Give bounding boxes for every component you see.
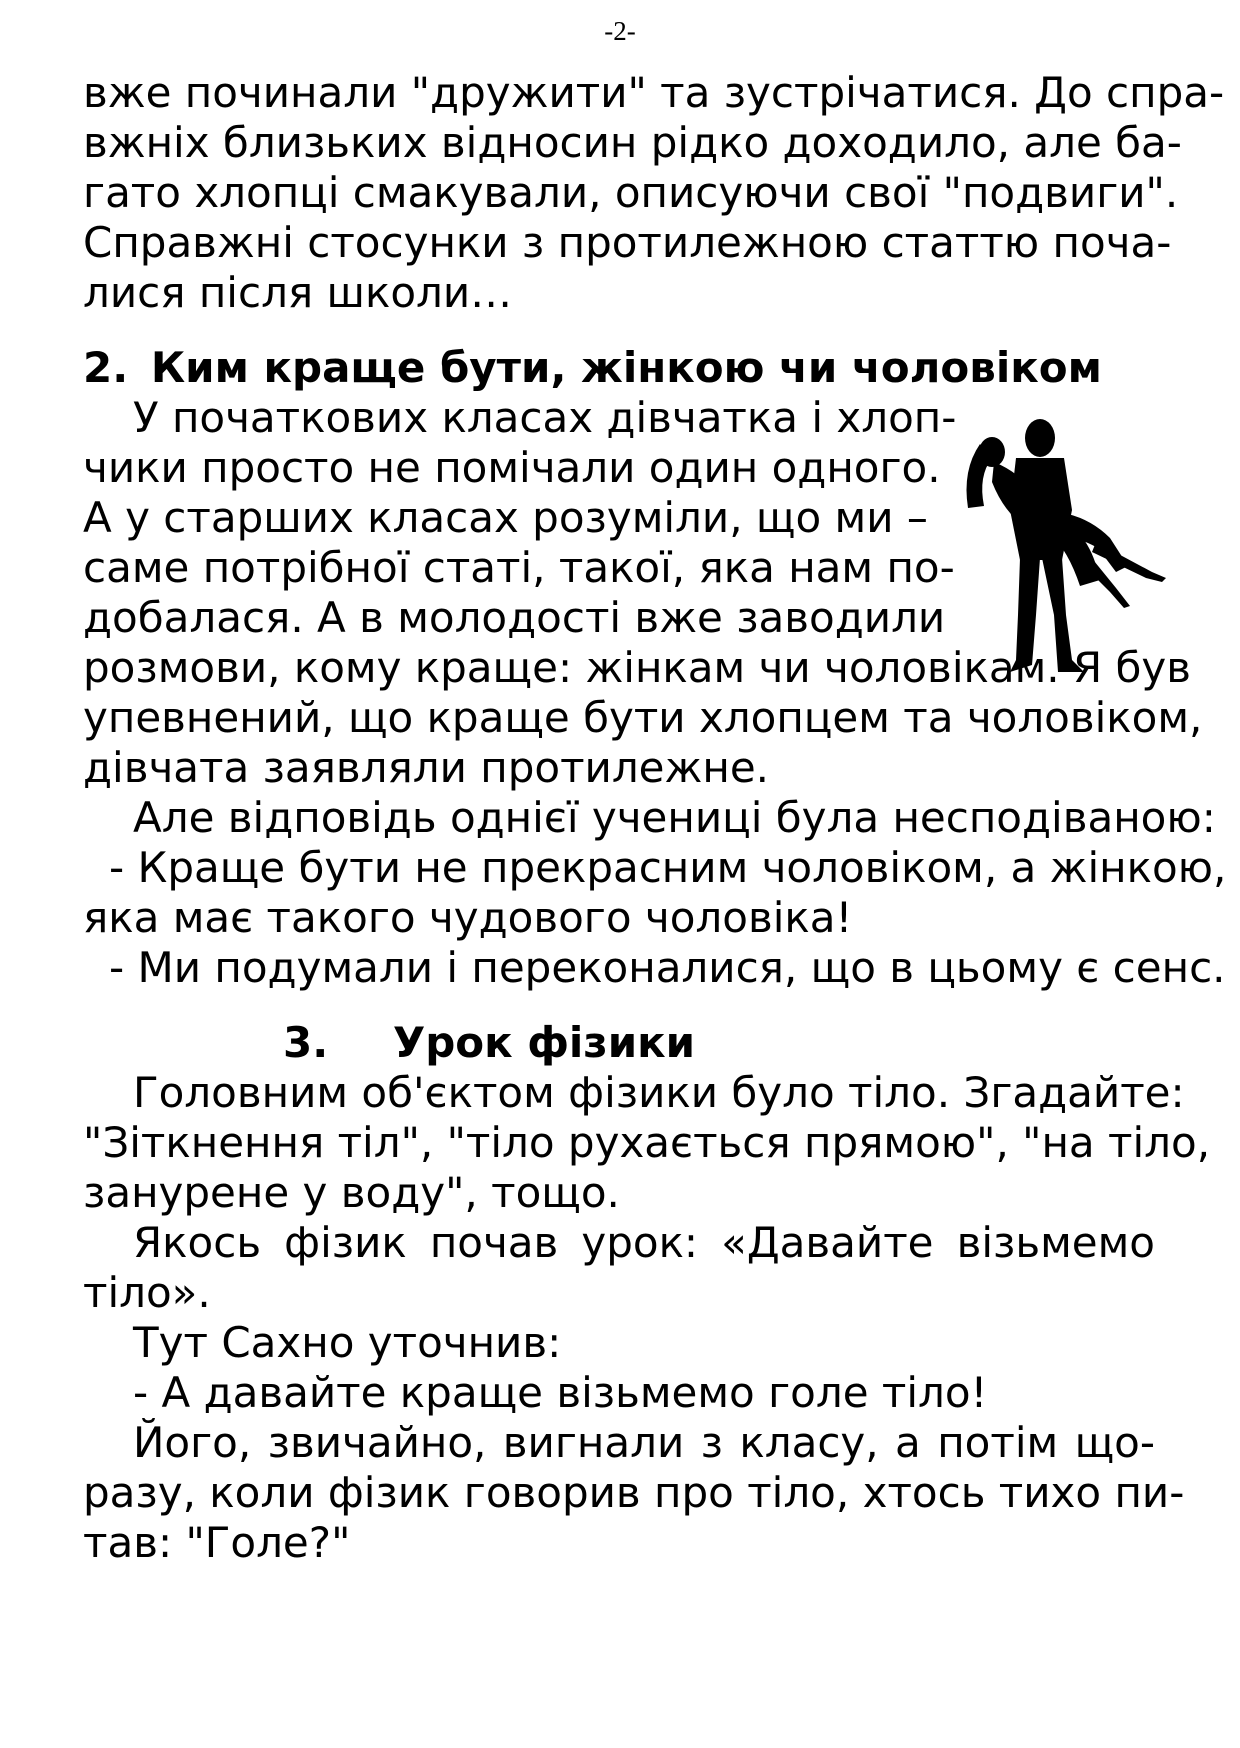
paragraph-line: А у старших класах розуміли, що ми – [83, 493, 928, 542]
paragraph-line: разу, коли фізик говорив про тіло, хтось тихо пи- [83, 1468, 1185, 1517]
paragraph-line: - Краще бути не прекрасним чоловіком, а жінкою, [109, 843, 1227, 892]
heading-number: 2. [83, 343, 129, 392]
couple-silhouette-icon [940, 410, 1170, 680]
heading-title: Ким краще бути, жінкою чи чоловіком [150, 343, 1102, 392]
heading-title: Урок фізики [392, 1018, 696, 1067]
paragraph-line: саме потрібної статі, такої, яка нам по- [83, 543, 955, 592]
paragraph-line: Його, звичайно, вигнали з класу, а потім що- [133, 1418, 1155, 1467]
paragraph-line: тав: "Голе?" [83, 1518, 351, 1567]
paragraph-line: дівчата заявляли протилежне. [83, 743, 770, 792]
paragraph-line: чики просто не помічали один одного. [83, 443, 941, 492]
paragraph-line: Але відповідь однієї учениці була несподіваною: [133, 793, 1216, 842]
paragraph-line: - Ми подумали і переконалися, що в цьому є сенс. [109, 943, 1226, 992]
paragraph-line: гато хлопці смакували, описуючи свої "подвиги". [83, 168, 1179, 217]
paragraph-line: яка має такого чудового чоловіка! [83, 893, 853, 942]
paragraph-line: упевнений, що краще бути хлопцем та чоловіком, [83, 693, 1203, 742]
paragraph-line: розмови, кому краще: жінкам чи чоловікам. Я був [83, 643, 1192, 692]
paragraph-line: У початкових класах дівчатка і хлоп- [133, 393, 957, 442]
paragraph-line: добалася. А в молодості вже заводили [83, 593, 946, 642]
paragraph-line: "Зіткнення тіл", "тіло рухається прямою", "на тіло, [83, 1118, 1211, 1167]
paragraph-line: вже починали "дружити" та зустрічатися. До спра- [83, 68, 1225, 117]
paragraph-line: занурене у воду", тощо. [83, 1168, 620, 1217]
paragraph-line: вжніх близьких відносин рідко доходило, але ба- [83, 118, 1182, 167]
paragraph-line: Справжні стосунки з протилежною статтю поча- [83, 218, 1172, 267]
paragraph-line: - А давайте краще візьмемо голе тіло! [133, 1368, 988, 1417]
paragraph-line: Якось фізик почав урок: «Давайте візьмемо [133, 1218, 1155, 1267]
section-heading [283, 1018, 695, 1068]
heading-number: 3. [283, 1018, 329, 1067]
page-number: -2- [604, 16, 636, 46]
paragraph-line: Головним об'єктом фізики було тіло. Згадайте: [133, 1068, 1185, 1117]
paragraph-line: лися після школи… [83, 268, 513, 317]
section-heading [83, 343, 1102, 393]
paragraph-line: тіло». [83, 1268, 211, 1317]
paragraph-line: Тут Сахно уточнив: [133, 1318, 562, 1367]
